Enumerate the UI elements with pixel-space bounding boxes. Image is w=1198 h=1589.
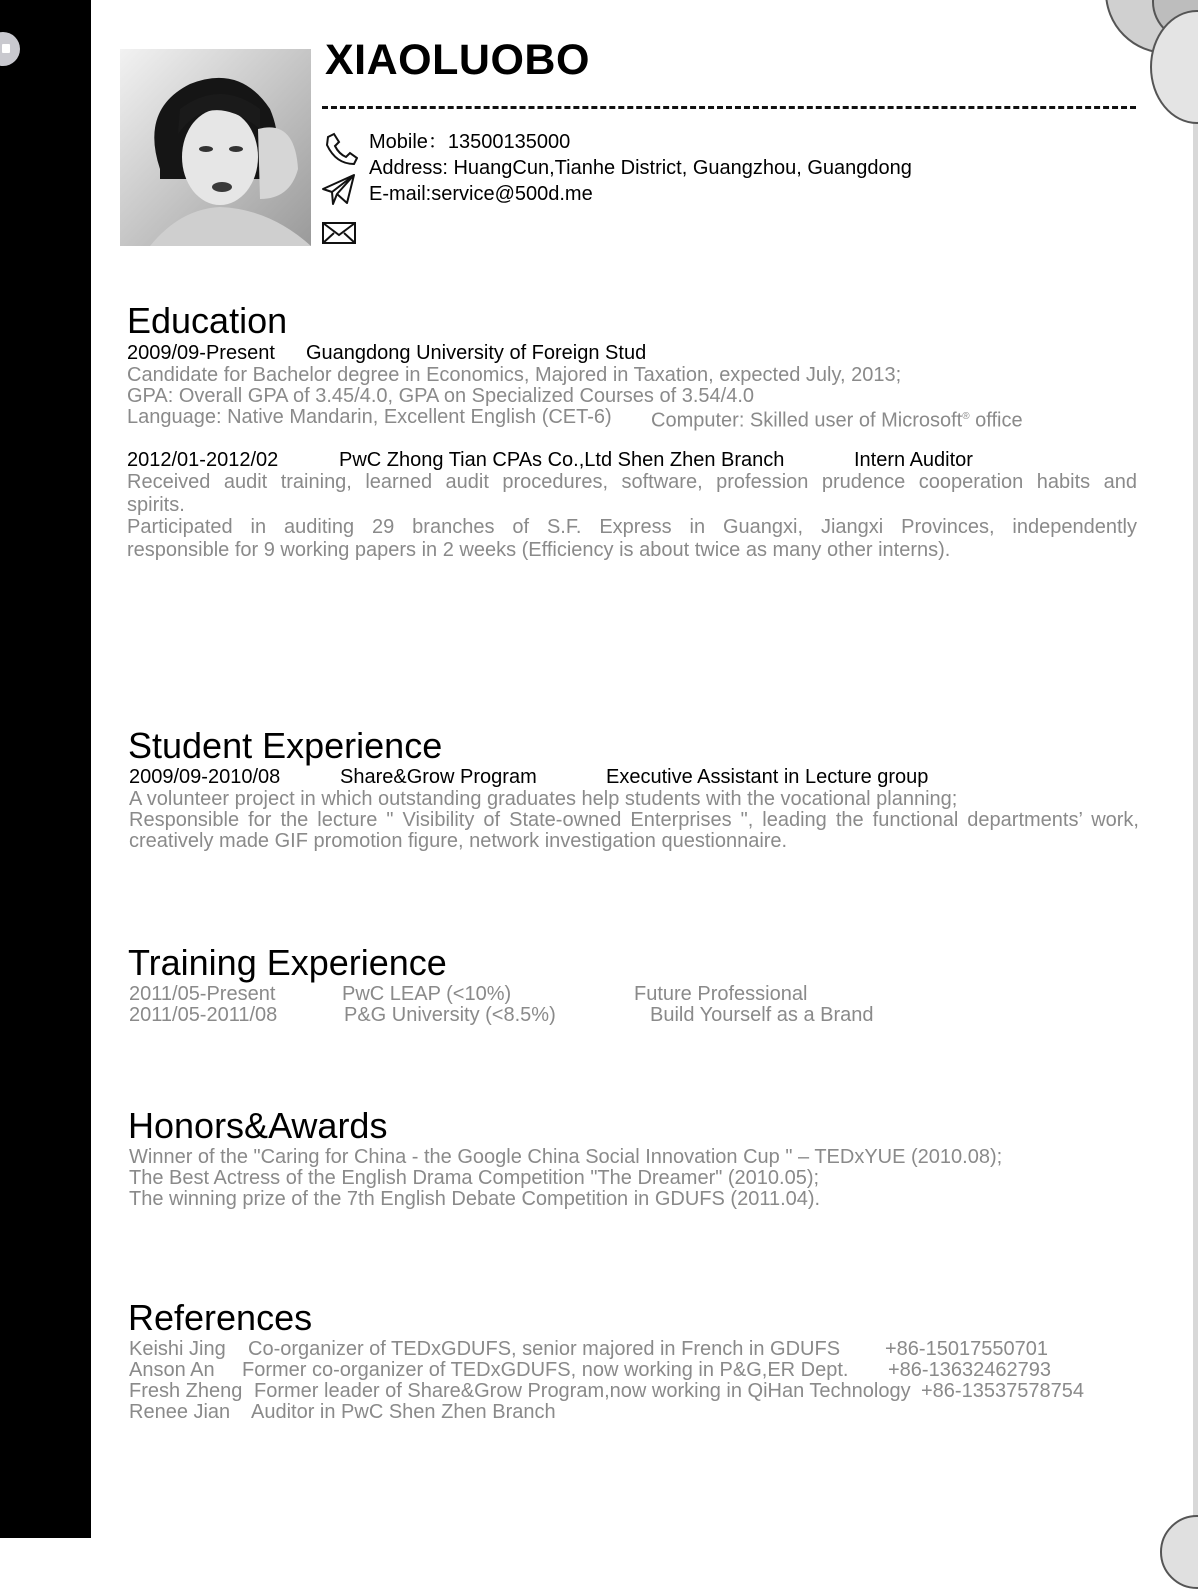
training-heading: Training Experience <box>128 942 447 983</box>
corner-circle-bottom <box>1160 1515 1198 1589</box>
education-heading: Education <box>127 300 288 341</box>
student-role: Executive Assistant in Lecture group <box>606 766 929 788</box>
edu-gpa-line: GPA: Overall GPA of 3.45/4.0, GPA on Specialized Courses of 3.54/4.0 <box>127 385 755 407</box>
ref-4-desc: Auditor in PwC Shen Zhen Branch <box>251 1401 556 1423</box>
training-row-2-award: Build Yourself as a Brand <box>650 1004 874 1026</box>
ref-3-name: Fresh Zheng <box>129 1380 243 1402</box>
training-row-1-date: 2011/05-Present <box>129 983 276 1005</box>
student-desc-2b: creatively made GIF promotion figure, network investigation questionnaire. <box>129 830 788 852</box>
address: Address: HuangCun,Tianhe District, Guangzhou, Guangdong <box>369 157 912 179</box>
candidate-name: XIAOLUOBO <box>325 36 590 84</box>
student-desc-1: A volunteer project in which outstanding graduates help students with the vocational planning; <box>129 788 958 810</box>
intern-desc-1b: spirits. <box>127 494 185 516</box>
mobile-number[interactable]: Mobile：13500135000 <box>369 131 571 153</box>
student-experience-heading: Student Experience <box>128 725 443 766</box>
left-sidebar-bar <box>0 0 91 1538</box>
ref-1-phone: +86-15017550701 <box>885 1338 1048 1360</box>
phone-icon <box>322 131 358 165</box>
ref-3-desc: Former leader of Share&Grow Program,now working in QiHan Technology <box>254 1380 911 1402</box>
training-row-2-program: P&G University (<8.5%) <box>344 1004 556 1026</box>
ref-4-name: Renee Jian <box>129 1401 231 1423</box>
header-divider <box>322 106 1136 109</box>
ref-1-desc: Co-organizer of TEDxGDUFS, senior majored in French in GDUFS <box>248 1338 841 1360</box>
ref-3-phone: +86-13537578754 <box>921 1380 1084 1402</box>
honor-item-2: The Best Actress of the English Drama Competition "The Dreamer" (2010.05); <box>129 1167 820 1189</box>
intern-desc-2b: responsible for 9 working papers in 2 weeks (Efficiency is about twice as many other interns). <box>127 539 951 561</box>
intern-company: PwC Zhong Tian CPAs Co.,Ltd Shen Zhen Branch <box>339 449 785 471</box>
edu-degree-line: Candidate for Bachelor degree in Economics, Majored in Taxation, expected July, 2013; <box>127 364 902 386</box>
ref-2-name: Anson An <box>129 1359 215 1381</box>
student-date: 2009/09-2010/08 <box>129 766 281 788</box>
student-program: Share&Grow Program <box>340 766 537 788</box>
right-edge-shadow <box>1193 0 1198 1538</box>
intern-desc-2a: Participated in auditing 29 branches of S.F. Express in Guangxi, Jiangxi Provinces, independently <box>127 516 1137 538</box>
edu-language: Language: Native Mandarin, Excellent English (CET-6) <box>127 406 612 428</box>
edu-school: Guangdong University of Foreign Stud <box>306 342 647 364</box>
intern-desc-1a: Received audit training, learned audit procedures, software, profession prudence cooperation habits and <box>127 471 1137 493</box>
edu-date: 2009/09-Present <box>127 342 275 364</box>
honors-heading: Honors&Awards <box>128 1105 388 1146</box>
ref-2-desc: Former co-organizer of TEDxGDUFS, now working in P&G,ER Dept. <box>242 1359 849 1381</box>
student-desc-2a: Responsible for the lecture " Visibility of State-owned Enterprises ", leading the functional departments’ work, <box>129 809 1139 831</box>
intern-role: Intern Auditor <box>854 449 973 471</box>
honor-item-1: Winner of the "Caring for China - the Google China Social Innovation Cup " – TEDxYUE (2010.08); <box>129 1146 1003 1168</box>
training-row-1-program: PwC LEAP (<10%) <box>342 983 512 1005</box>
training-row-1-award: Future Professional <box>634 983 808 1005</box>
envelope-icon <box>321 216 357 250</box>
ref-2-phone: +86-13632462793 <box>888 1359 1051 1381</box>
honor-item-3: The winning prize of the 7th English Debate Competition in GDUFS (2011.04). <box>129 1188 821 1210</box>
training-row-2-date: 2011/05-2011/08 <box>129 1004 278 1026</box>
intern-date: 2012/01-2012/02 <box>127 449 279 471</box>
paper-plane-icon <box>321 173 357 207</box>
email-address[interactable]: E-mail:service@500d.me <box>369 183 593 205</box>
portrait-photo <box>120 49 311 246</box>
references-heading: References <box>128 1297 313 1338</box>
ref-1-name: Keishi Jing <box>129 1338 226 1360</box>
edu-computer: Computer: Skilled user of Microsoft® office <box>651 409 1023 432</box>
